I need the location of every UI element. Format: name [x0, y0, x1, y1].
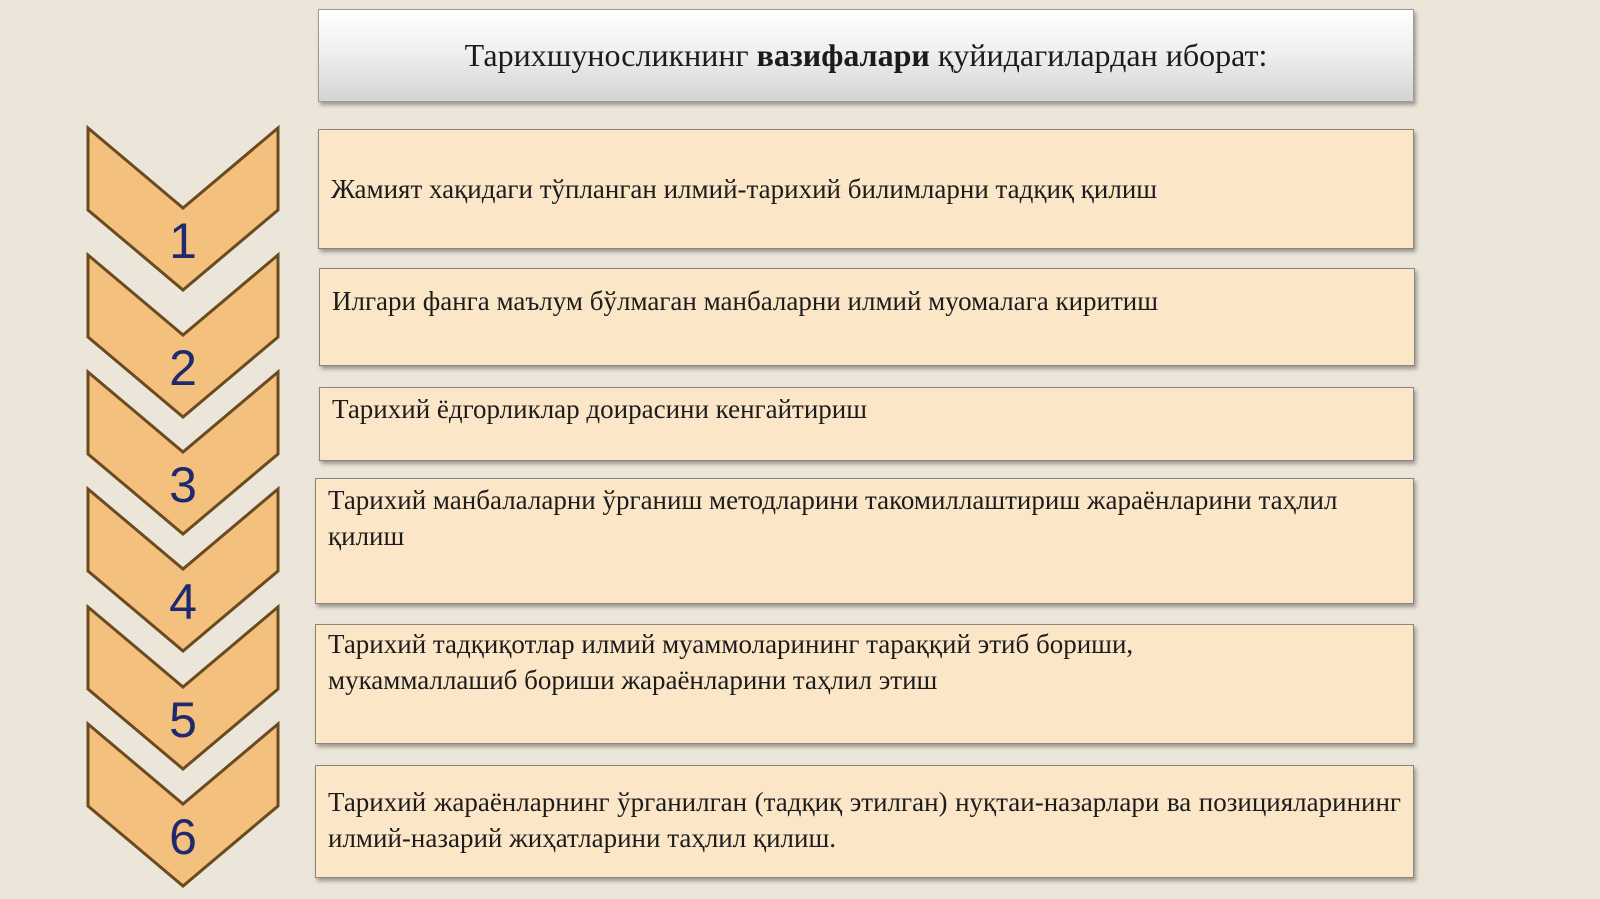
step-number-6: 6	[169, 809, 197, 865]
task-box-3	[319, 387, 1414, 461]
task-text-6: Тарихий жараёнларнинг ўрганилган (тадқиқ этилган) нуқтаи-назарлари ва позицияларининг илмий-назарий жиҳатларини таҳлил қилиш.	[328, 787, 1401, 853]
task-text-5: Тарихий тадқиқотлар илмий муаммоларининг тараққий этиб бориши, мукаммаллашиб бориши жараёнларини таҳлил этиш	[328, 629, 1134, 695]
step-number-2: 2	[169, 340, 197, 396]
task-text-4: Тарихий манбалаларни ўрганиш методларини такомиллаштириш жараёнларини таҳлил қилиш	[328, 485, 1338, 551]
step-number-3: 3	[169, 457, 197, 513]
step-number-4: 4	[169, 574, 197, 630]
chevron-step-1	[88, 128, 278, 290]
task-text-2: Илгари фанга маълум бўлмаган манбаларни илмий муомалага киритиш	[332, 286, 1159, 316]
task-box-5	[315, 624, 1414, 744]
step-number-5: 5	[169, 692, 197, 748]
chevron-list	[0, 0, 300, 899]
task-box-4	[315, 478, 1414, 604]
task-text-1: Жамият хақидаги тўпланган илмий-тарихий билимларни тадқиқ қилиш	[331, 174, 1158, 204]
title-suffix: қуйидагилардан иборат:	[937, 37, 1268, 73]
task-box-1	[318, 129, 1414, 249]
title-bold-word: вазифалари	[756, 37, 930, 73]
title-prefix: Тарихшуносликнинг	[464, 37, 749, 73]
task-box-2	[319, 268, 1415, 366]
page-title	[318, 9, 1414, 102]
task-box-6	[315, 765, 1414, 878]
step-number-1: 1	[169, 213, 197, 269]
task-text-3: Тарихий ёдгорликлар доирасини кенгайтириш	[332, 394, 868, 424]
